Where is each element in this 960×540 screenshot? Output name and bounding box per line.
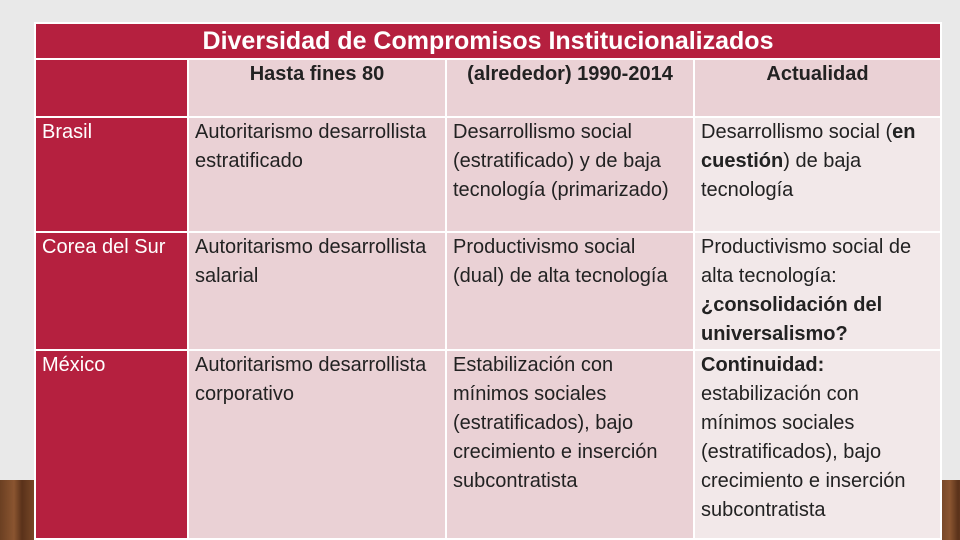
table-title: Diversidad de Compromisos Institucionalizados xyxy=(35,23,941,59)
header-hasta-fines-80: Hasta fines 80 xyxy=(188,59,446,117)
cell-brasil-actualidad xyxy=(694,117,941,232)
header-row xyxy=(35,59,941,117)
cell-text: Desarrollismo social ( xyxy=(701,121,893,143)
table-row xyxy=(35,350,941,539)
compromisos-table xyxy=(34,22,942,540)
header-empty xyxy=(35,59,188,117)
cell-brasil-1990-2014: Desarrollismo social (estratificado) y de baja tecnología (primarizado) xyxy=(446,117,694,232)
table-row xyxy=(35,117,941,232)
table-row xyxy=(35,232,941,350)
cell-mexico-actualidad xyxy=(694,350,941,539)
header-actualidad: Actualidad xyxy=(694,59,941,117)
cell-corea-actualidad xyxy=(694,232,941,350)
cell-text-emphasis: en cuestión xyxy=(701,121,916,172)
cell-brasil-hasta-80: Autoritarismo desarrollista estratificado xyxy=(188,117,446,232)
cell-corea-1990-2014: Productivismo social (dual) de alta tecnología xyxy=(446,232,694,350)
cell-text: Productivismo social de alta tecnología: xyxy=(701,236,912,287)
cell-text: ) de baja tecnología xyxy=(701,150,862,201)
cell-text-emphasis: Continuidad: xyxy=(701,354,825,376)
cell-mexico-1990-2014: Estabilización con mínimos sociales (estratificados), bajo crecimiento e inserción subcontratista xyxy=(446,350,694,539)
cell-text: estabilización con mínimos sociales (estratificados), bajo crecimiento e inserción subcontratista xyxy=(701,383,906,521)
row-label-corea: Corea del Sur xyxy=(35,232,188,350)
title-row xyxy=(35,23,941,59)
cell-text-emphasis: ¿consolidación del universalismo? xyxy=(701,294,883,345)
row-label-mexico: México xyxy=(35,350,188,539)
cell-mexico-hasta-80: Autoritarismo desarrollista corporativo xyxy=(188,350,446,539)
row-label-brasil: Brasil xyxy=(35,117,188,232)
header-1990-2014: (alrededor) 1990-2014 xyxy=(446,59,694,117)
cell-corea-hasta-80: Autoritarismo desarrollista salarial xyxy=(188,232,446,350)
